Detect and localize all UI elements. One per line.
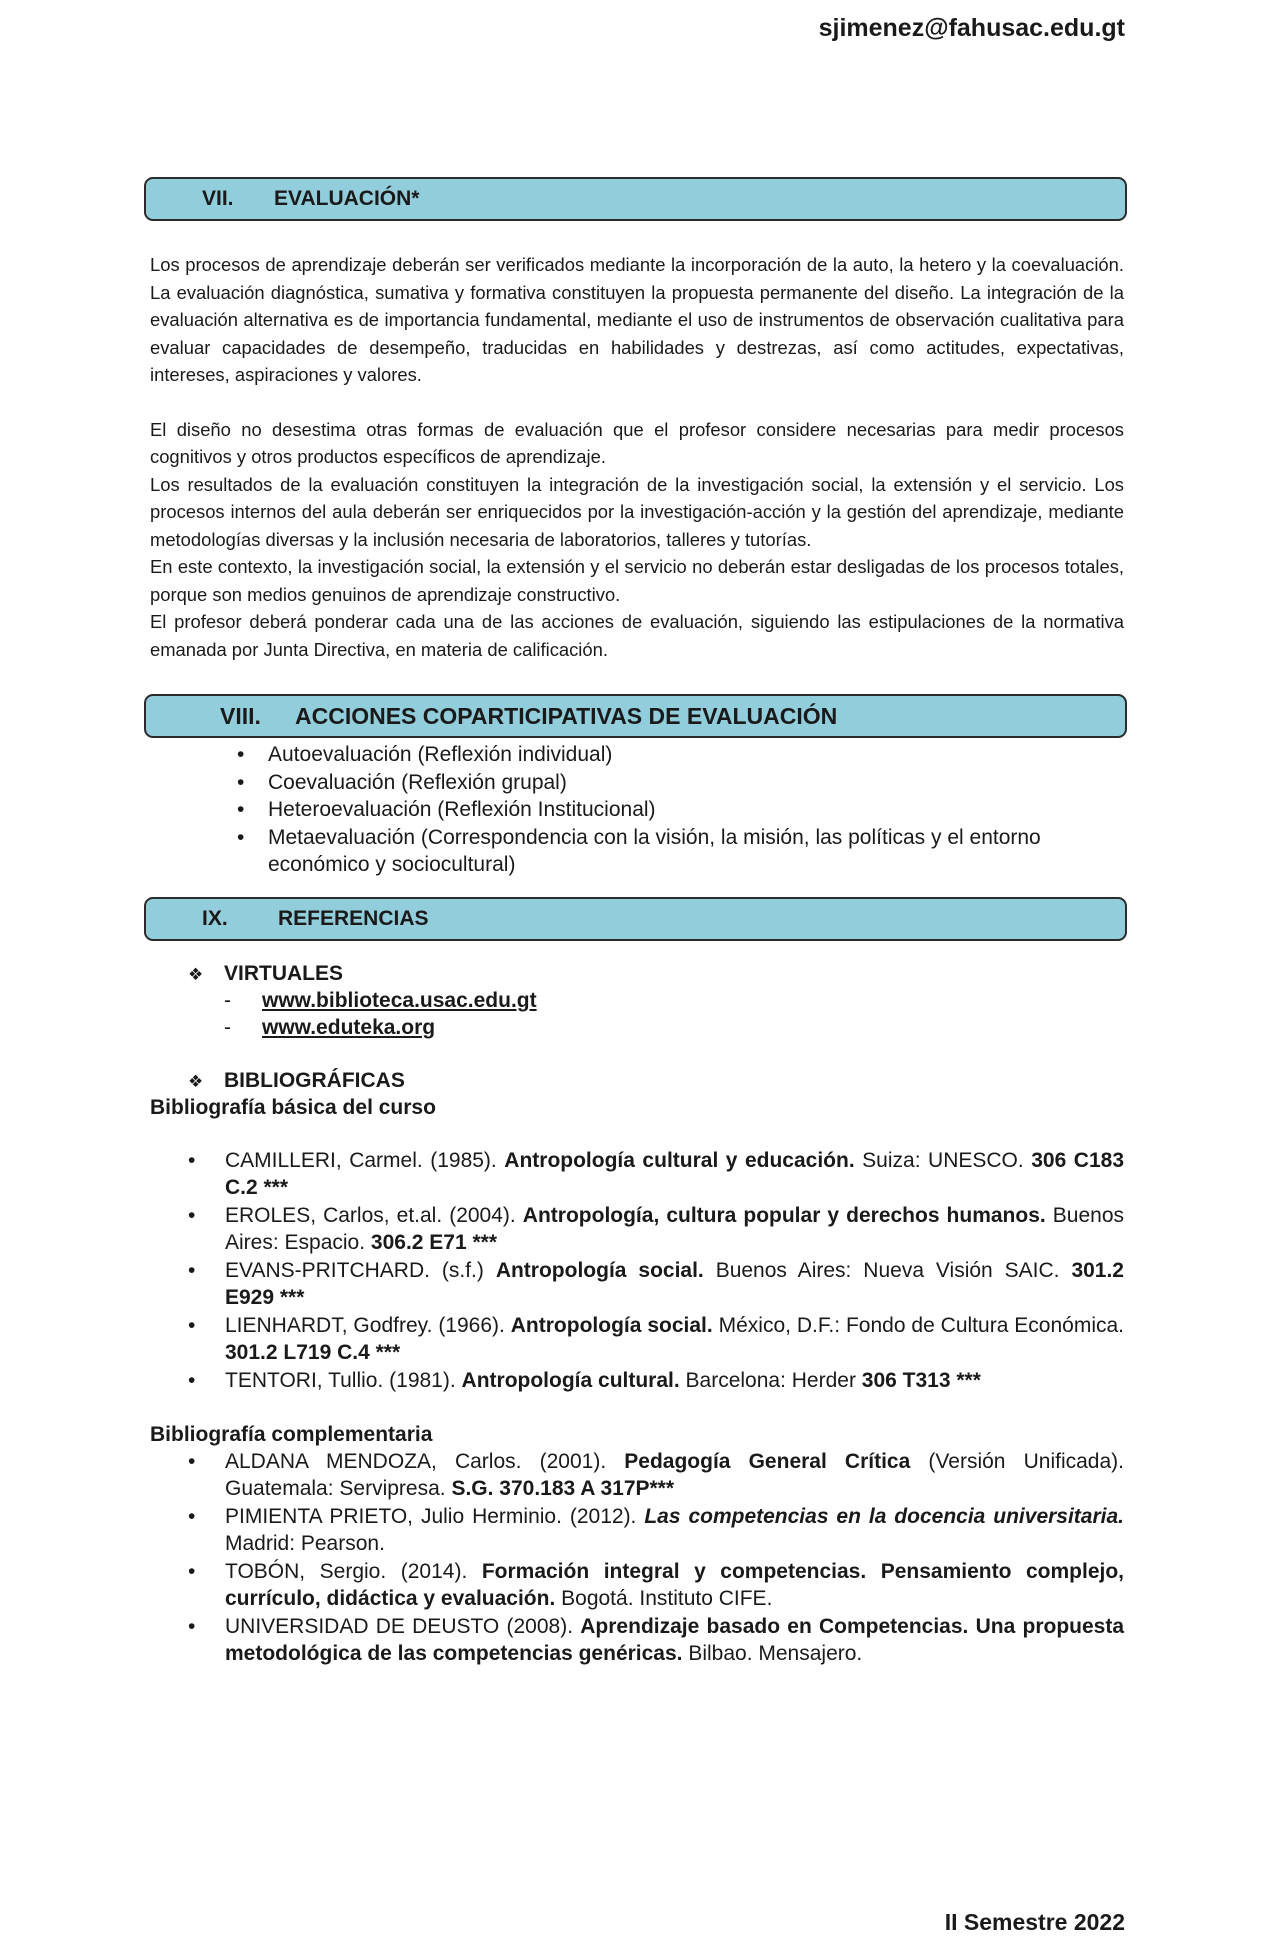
bib-entry: • TENTORI, Tullio. (1981). Antropología cultural. Barcelona: Herder 306 T313 ***	[150, 1367, 1124, 1394]
paragraph: En este contexto, la investigación social, la extensión y el servicio no deberán estar desligadas de los procesos totales, porque son medios genuinos de aprendizaje constructivo.	[150, 556, 1124, 605]
paragraph: El diseño no desestima otras formas de evaluación que el profesor considere necesarias para medir procesos cognitivos y otros productos específicos de aprendizaje.	[150, 418, 1124, 467]
section-number: IX.	[202, 907, 228, 930]
basica-heading: Bibliografía básica del curso	[150, 1096, 436, 1119]
complementaria-heading: Bibliografía complementaria	[150, 1423, 433, 1446]
section-number: VII.	[202, 187, 234, 210]
section-header-referencias	[144, 897, 1127, 941]
section-title: REFERENCIAS	[278, 907, 429, 930]
bib-entry: • UNIVERSIDAD DE DEUSTO (2008). Aprendizaje basado en Competencias. Una propuesta metodológica de las competencias genéricas. Bilbao. Mensajero.	[150, 1613, 1124, 1667]
acciones-list	[268, 741, 1128, 879]
bib-entry: • LIENHARDT, Godfrey. (1966). Antropología social. México, D.F.: Fondo de Cultura Económica. 301.2 L719 C.4 ***	[150, 1312, 1124, 1366]
virtuales-heading	[150, 960, 1124, 987]
complementaria-list	[150, 1448, 1124, 1667]
bib-entry: • ALDANA MENDOZA, Carlos. (2001). Pedagogía General Crítica (Versión Unificada). Guatemala: Servipresa. S.G. 370.183 A 317P***	[150, 1448, 1124, 1502]
bib-entry: • EROLES, Carlos, et.al. (2004). Antropología, cultura popular y derechos humanos. Buenos Aires: Espacio. 306.2 E71 ***	[150, 1202, 1124, 1256]
list-item: • Coevaluación (Reflexión grupal)	[268, 769, 1128, 797]
section-number: VIII.	[220, 702, 261, 729]
bibliograficas-heading	[150, 1067, 1124, 1094]
paragraph: Los resultados de la evaluación constituyen la integración de la investigación social, la extensión y el servicio. Los procesos internos del aula deberán ser enriquecidos por la investigación-acción y la gestión del aprendizaje, mediante metodologías diversas y la inclusión necesaria de laboratorios, talleres y tutorías.	[150, 473, 1124, 550]
paragraph: El profesor deberá ponderar cada una de las acciones de evaluación, siguiendo las estipulaciones de la normativa emanada por Junta Directiva, en materia de calificación.	[150, 611, 1124, 660]
bib-entry: • CAMILLERI, Carmel. (1985). Antropología cultural y educación. Suiza: UNESCO. 306 C183 C.2 ***	[150, 1147, 1124, 1201]
references-body	[150, 960, 1124, 1667]
bibliograficas-label: BIBLIOGRÁFICAS	[224, 1069, 405, 1092]
author-email: sjimenez@fahusac.edu.gt	[818, 14, 1125, 42]
basica-list	[150, 1147, 1124, 1394]
list-item: • Metaevaluación (Correspondencia con la visión, la misión, las políticas y el entorno económico y sociocultural)	[268, 824, 1128, 879]
section-title: ACCIONES COPARTICIPATIVAS DE EVALUACIÓN	[295, 702, 838, 729]
bib-entry: • PIMIENTA PRIETO, Julio Herminio. (2012). Las competencias en la docencia universitaria. Madrid: Pearson.	[150, 1503, 1124, 1557]
list-item: • Heteroevaluación (Reflexión Institucional)	[268, 796, 1128, 824]
virtuales-label: VIRTUALES	[224, 962, 344, 985]
bib-entry: • EVANS-PRITCHARD. (s.f.) Antropología social. Buenos Aires: Nueva Visión SAIC. 301.2 E929 ***	[150, 1257, 1124, 1311]
virtual-links	[150, 987, 1124, 1041]
section-title: EVALUACIÓN*	[274, 187, 420, 210]
section-header-evaluacion	[144, 177, 1127, 221]
semester-footer: II Semestre 2022	[944, 1909, 1125, 1935]
list-item: • Autoevaluación (Reflexión individual)	[268, 741, 1128, 769]
diamond-bullet-icon: ❖	[188, 1072, 204, 1091]
bib-entry: • TOBÓN, Sergio. (2014). Formación integral y competencias. Pensamiento complejo, currículo, didáctica y evaluación. Bogotá. Instituto CIFE.	[150, 1558, 1124, 1612]
evaluacion-body	[150, 251, 1124, 663]
link-biblioteca[interactable]: - www.biblioteca.usac.edu.gt	[224, 989, 537, 1012]
paragraph: Los procesos de aprendizaje deberán ser verificados mediante la incorporación de la auto, la hetero y la coevaluación. La evaluación diagnóstica, sumativa y formativa constituyen la propuesta permanente del diseño. La integración de la evaluación alternativa es de importancia fundamental, mediante el uso de instrumentos de observación cualitativa para evaluar capacidades de desempeño, traducidas en habilidades y destrezas, así como actitudes, expectativas, intereses, aspiraciones y valores.	[150, 254, 1124, 385]
link-eduteka[interactable]: - www.eduteka.org	[224, 1016, 436, 1039]
diamond-bullet-icon: ❖	[188, 965, 204, 984]
section-header-acciones	[144, 694, 1127, 738]
